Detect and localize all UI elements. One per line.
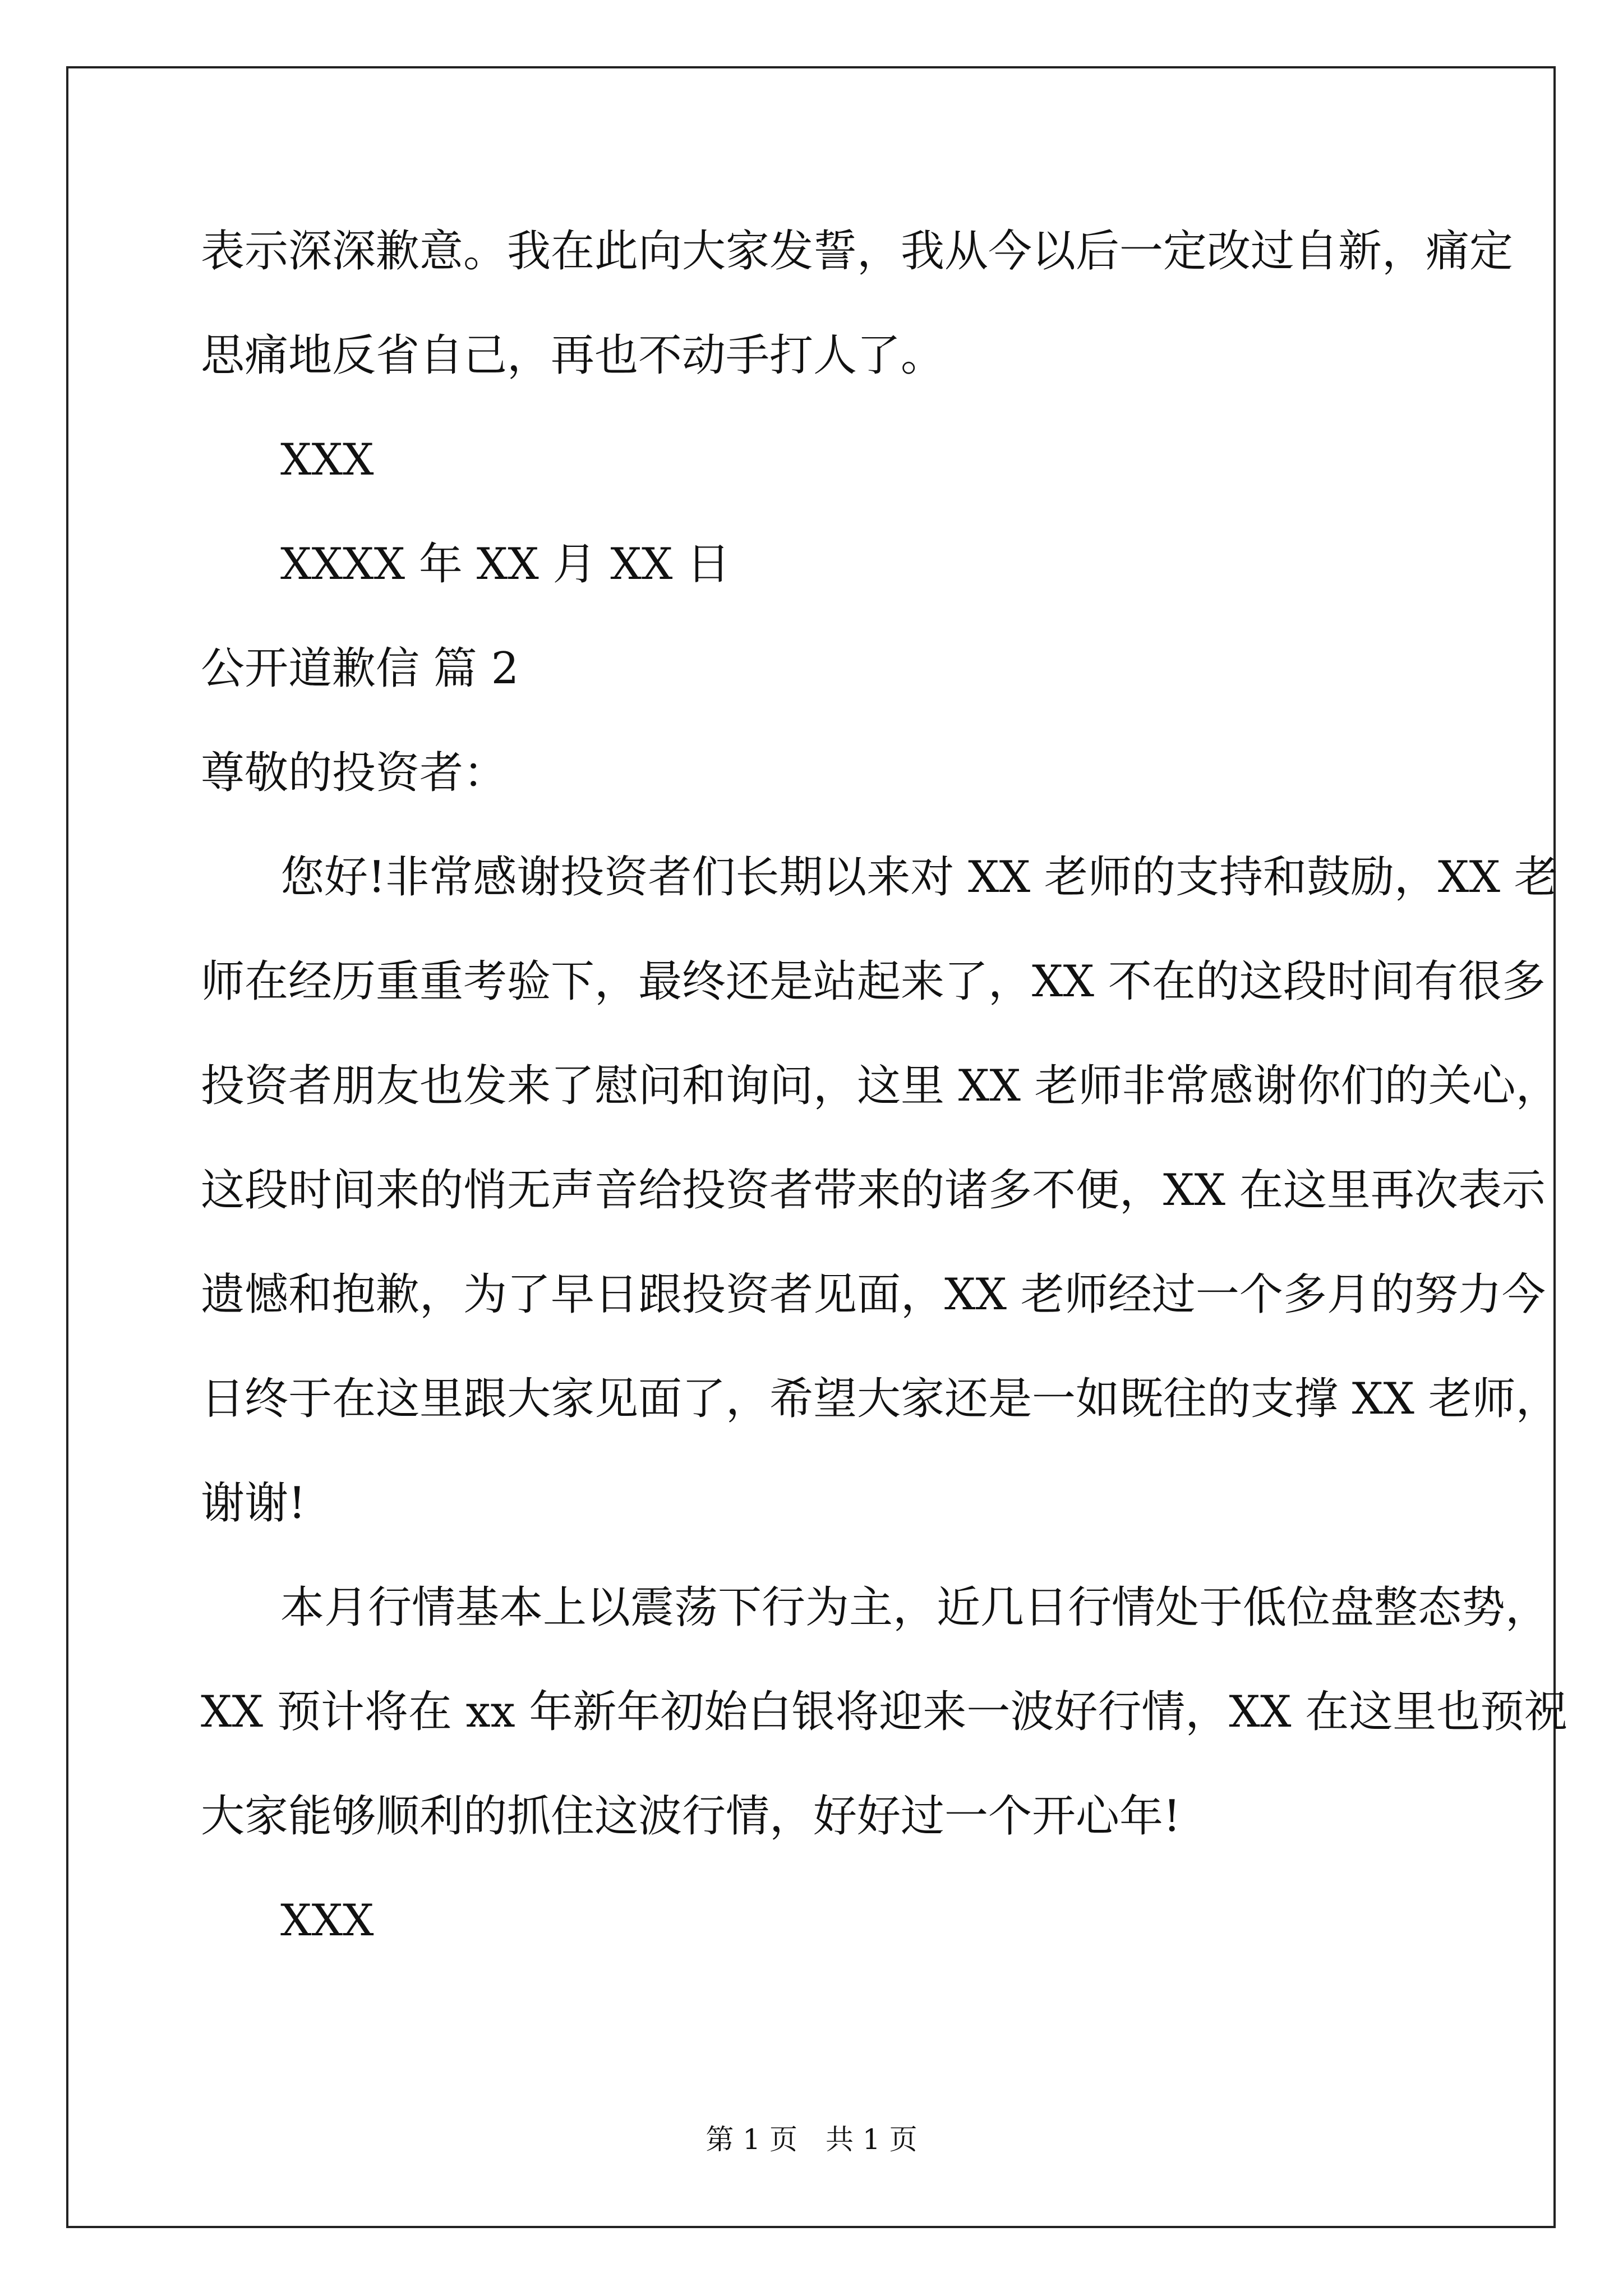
text-line-13: 谢谢! xyxy=(201,1478,306,1529)
section-heading: 公开道歉信 篇 2 xyxy=(201,643,519,694)
text-line-1: 表示深深歉意。我在此向大家发誓，我从今以后一定改过自新，痛定 xyxy=(201,226,1514,277)
text-line-15: XX 预计将在 xx 年新年初始白银将迎来一波好行情，XX 在这里也预祝 xyxy=(201,1687,1568,1737)
text-line-2: 思痛地反省自己，再也不动手打人了。 xyxy=(201,330,945,381)
page-footer: 第 1 页 共 1 页 xyxy=(706,2123,917,2156)
signature-name: XXX xyxy=(280,435,374,485)
salutation: 尊敬的投资者： xyxy=(201,748,508,798)
closing-signature: XXX xyxy=(280,1895,374,1946)
signature-date: XXXX 年 XX 月 XX 日 xyxy=(280,539,731,590)
text-line-12: 日终于在这里跟大家见面了，希望大家还是一如既往的支撑 XX 老师， xyxy=(201,1374,1560,1424)
text-line-7: 您好!非常感谢投资者们长期以来对 XX 老师的支持和鼓励，XX 老 xyxy=(280,852,1558,903)
text-line-14: 本月行情基本上以震荡下行为主，近几日行情处于低位盘整态势， xyxy=(280,1582,1550,1633)
text-line-10: 这段时间来的悄无声音给投资者带来的诸多不便，XX 在这里再次表示 xyxy=(201,1165,1546,1216)
text-line-16: 大家能够顺利的抓住这波行情，好好过一个开心年! xyxy=(201,1791,1181,1842)
text-line-11: 遗憾和抱歉，为了早日跟投资者见面，XX 老师经过一个多月的努力今 xyxy=(201,1269,1546,1320)
text-line-9: 投资者朋友也发来了慰问和询问，这里 XX 老师非常感谢你们的关心， xyxy=(201,1061,1560,1111)
text-line-8: 师在经历重重考验下，最终还是站起来了，XX 不在的这段时间有很多 xyxy=(201,956,1546,1007)
